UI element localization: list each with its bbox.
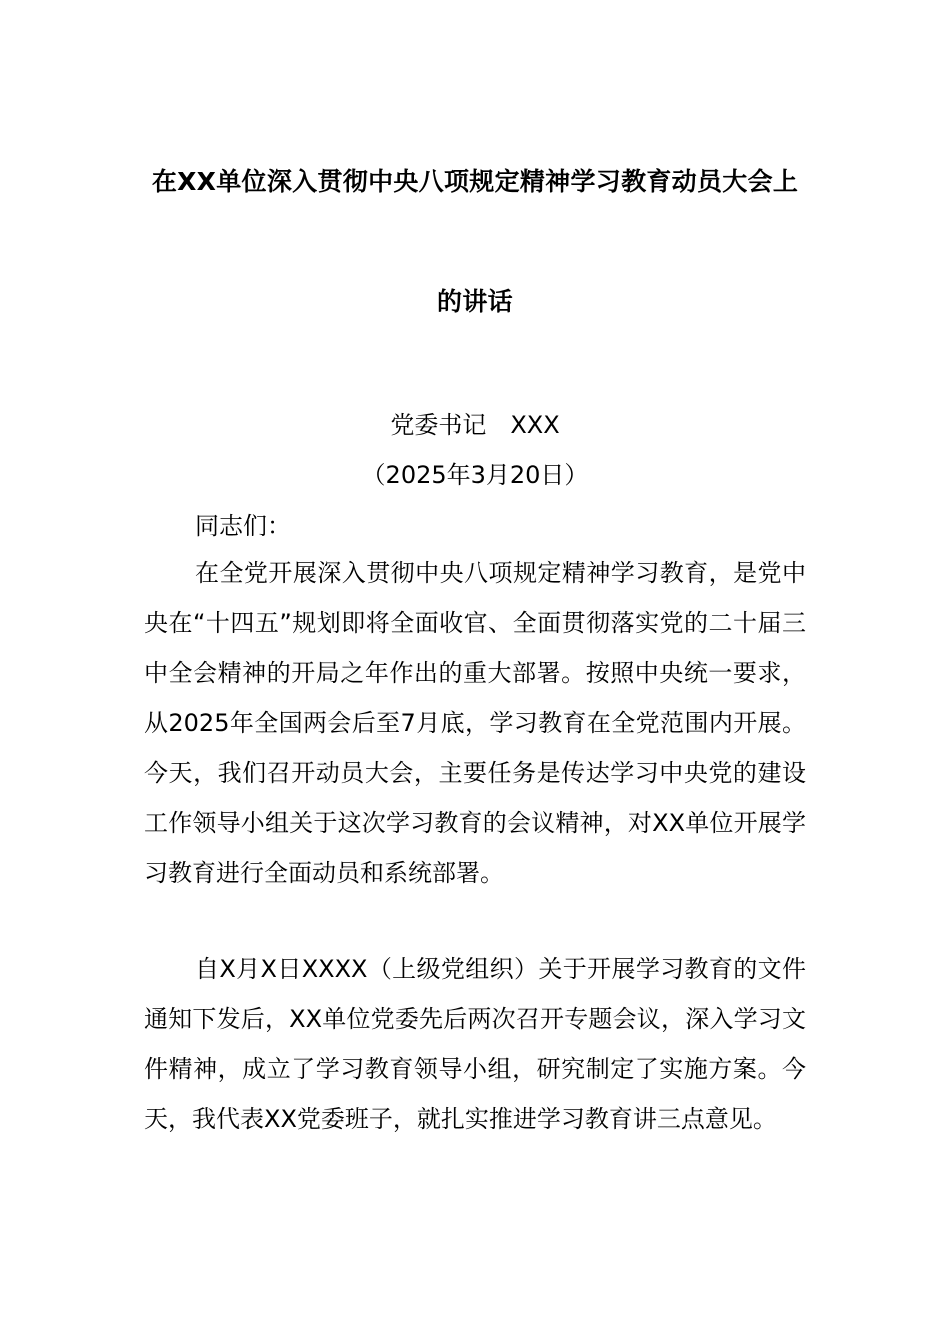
paragraph-1: 在全党开展深入贯彻中央八项规定精神学习教育，是党中央在“十四五”规划即将全面收官、全面贯彻落实党的二十届三中全会精神的开局之年作出的重大部署。按照中央统一要求，从2025年全国两会后至7月底，学习教育在全党范围内开展。今天，我们召开动员大会，主要任务是传达学习中央党的建设工作领导小组关于这次学习教育的会议精神，对XX单位开展学习教育进行全面动员和系统部署。 [144,559,806,887]
date-line: （2025年3月20日） [361,461,589,489]
title-line-2: 的讲话 [437,287,513,316]
author-line: 党委书记 XXX [390,411,560,439]
title-line-1: 在XX单位深入贯彻中央八项规定精神学习教育动员大会上 [151,167,799,196]
greeting: 同志们： [195,512,291,540]
paragraph-2: 自X月X日XXXX（上级党组织）关于开展学习教育的文件通知下发后，XX单位党委先后两次召开专题会议，深入学习文件精神，成立了学习教育领导小组，研究制定了实施方案。今天，我代表XX党委班子，就扎实推进学习教育讲三点意见。 [144,955,806,1133]
